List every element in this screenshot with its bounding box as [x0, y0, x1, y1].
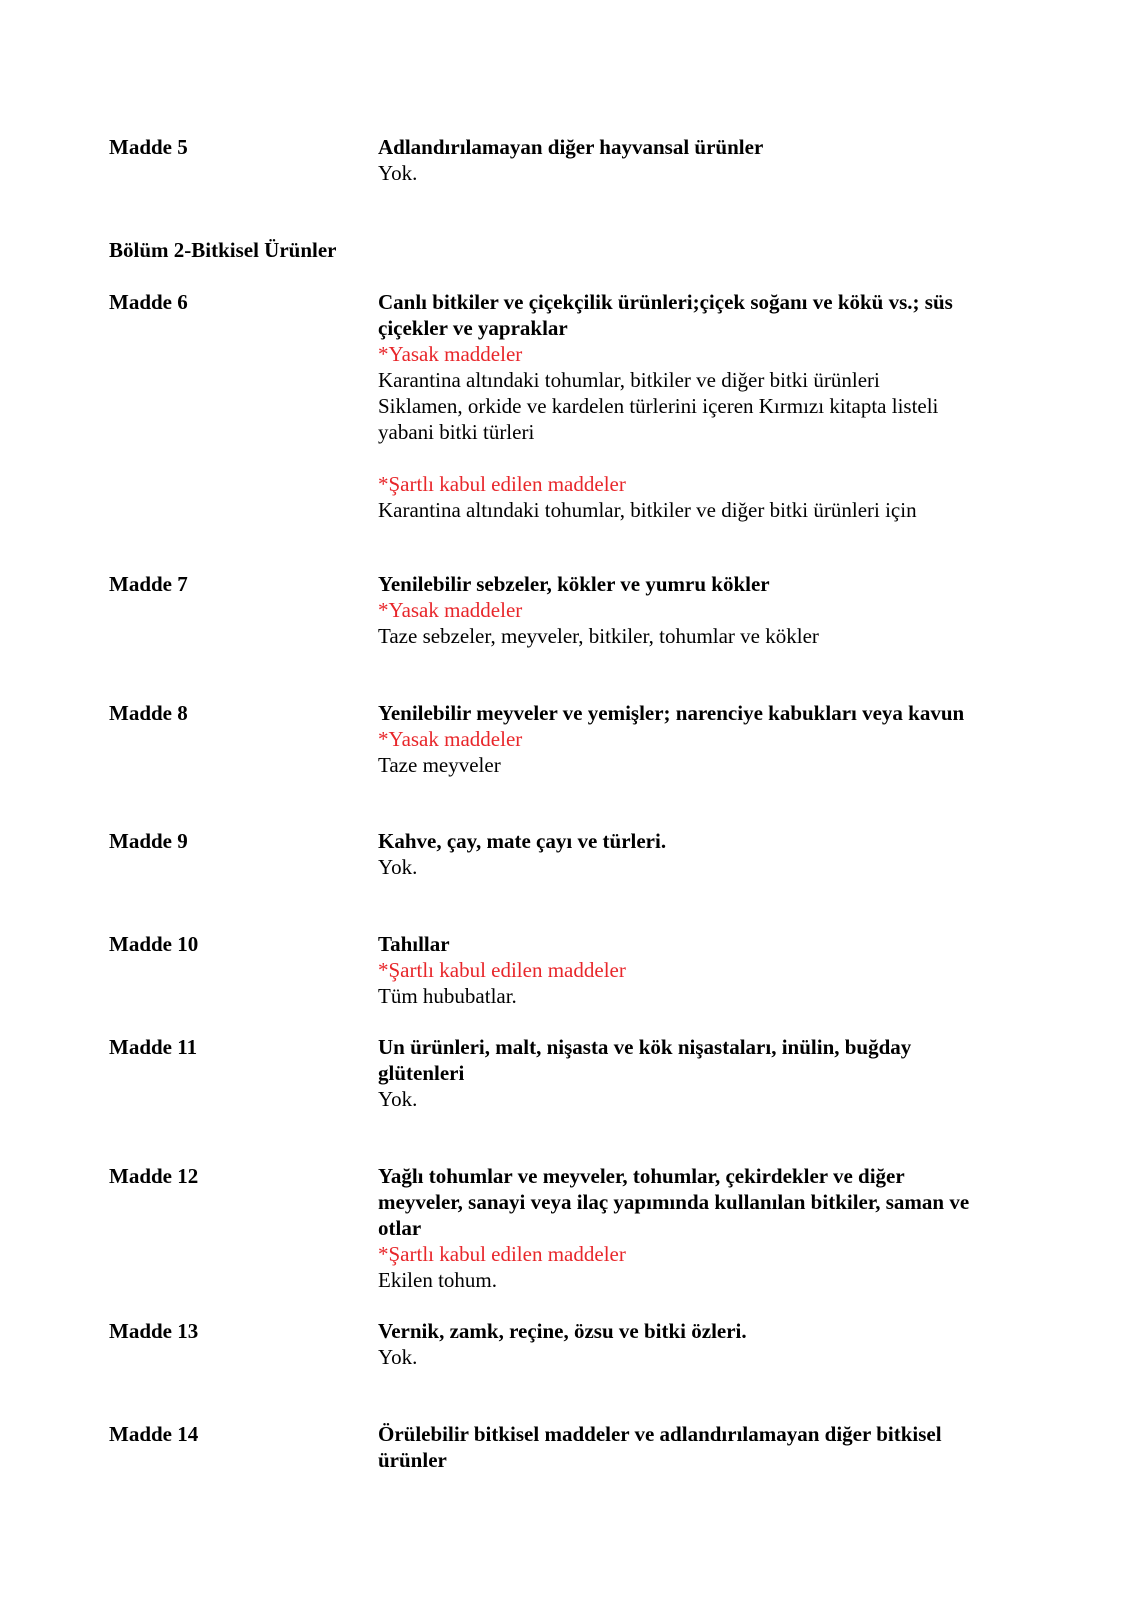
item-content	[378, 1318, 1038, 1370]
item-body: Yok.	[378, 1087, 418, 1111]
item-body: Yok.	[378, 855, 418, 879]
item-title: Yenilebilir meyveler ve yemişler; narenciye kabukları veya kavun	[378, 701, 965, 725]
prohibited-line: Siklamen, orkide ve kardelen türlerini içeren Kırmızı kitapta listeli	[378, 394, 939, 418]
prohibited-line: yabani bitki türleri	[378, 420, 535, 444]
item-title: Canlı bitkiler ve çiçekçilik ürünleri;çiçek soğanı ve kökü vs.; süs	[378, 290, 953, 314]
prohibited-line: Taze sebzeler, meyveler, bitkiler, tohumlar ve kökler	[378, 624, 819, 648]
item-body: Yok.	[378, 1345, 418, 1369]
item-title: Yağlı tohumlar ve meyveler, tohumlar, çekirdekler ve diğer	[378, 1164, 905, 1188]
conditional-line: Tüm hububatlar.	[378, 984, 517, 1008]
item-content	[378, 1034, 1038, 1112]
item-label: Madde 9	[109, 829, 188, 853]
item-title: Kahve, çay, mate çayı ve türleri.	[378, 829, 667, 853]
item-label: Madde 6	[109, 290, 188, 314]
item-label: Madde 10	[109, 932, 199, 956]
item-label: Madde 11	[109, 1035, 198, 1059]
item-label: Madde 13	[109, 1319, 199, 1343]
item-title: glütenleri	[378, 1061, 465, 1085]
item-content	[378, 931, 1038, 1009]
conditional-line: Ekilen tohum.	[378, 1268, 497, 1292]
item-title: Vernik, zamk, reçine, özsu ve bitki özleri.	[378, 1319, 747, 1343]
item-title: otlar	[378, 1216, 422, 1240]
prohibited-heading: *Yasak maddeler	[378, 598, 523, 622]
item-label: Madde 7	[109, 572, 188, 596]
conditional-line: Karantina altındaki tohumlar, bitkiler ve diğer bitki ürünleri için	[378, 498, 917, 522]
prohibited-line: Karantina altındaki tohumlar, bitkiler ve diğer bitki ürünleri	[378, 368, 880, 392]
item-content	[378, 700, 1038, 778]
prohibited-heading: *Yasak maddeler	[378, 727, 523, 751]
section-heading: Bölüm 2-Bitkisel Ürünler	[109, 238, 337, 262]
conditional-heading: *Şartlı kabul edilen maddeler	[378, 1242, 626, 1266]
item-body: Yok.	[378, 161, 418, 185]
conditional-heading: *Şartlı kabul edilen maddeler	[378, 472, 626, 496]
item-title: meyveler, sanayi veya ilaç yapımında kullanılan bitkiler, saman ve	[378, 1190, 970, 1214]
item-label: Madde 12	[109, 1164, 199, 1188]
conditional-heading: *Şartlı kabul edilen maddeler	[378, 958, 626, 982]
item-label: Madde 5	[109, 135, 188, 159]
item-title: Örülebilir bitkisel maddeler ve adlandırılamayan diğer bitkisel	[378, 1422, 942, 1446]
item-content	[378, 134, 1038, 186]
item-content	[378, 571, 1038, 649]
item-label: Madde 8	[109, 701, 188, 725]
item-title: ürünler	[378, 1448, 447, 1472]
item-title: çiçekler ve yapraklar	[378, 316, 568, 340]
item-label: Madde 14	[109, 1422, 199, 1446]
item-title: Yenilebilir sebzeler, kökler ve yumru kökler	[378, 572, 770, 596]
item-title: Tahıllar	[378, 932, 450, 956]
item-title: Un ürünleri, malt, nişasta ve kök nişastaları, inülin, buğday	[378, 1035, 912, 1059]
prohibited-line: Taze meyveler	[378, 753, 501, 777]
item-content	[378, 1421, 1038, 1473]
prohibited-heading: *Yasak maddeler	[378, 342, 523, 366]
item-title: Adlandırılamayan diğer hayvansal ürünler	[378, 135, 764, 159]
item-content	[378, 1163, 1038, 1293]
item-content	[378, 828, 1038, 880]
item-content	[378, 289, 1038, 523]
